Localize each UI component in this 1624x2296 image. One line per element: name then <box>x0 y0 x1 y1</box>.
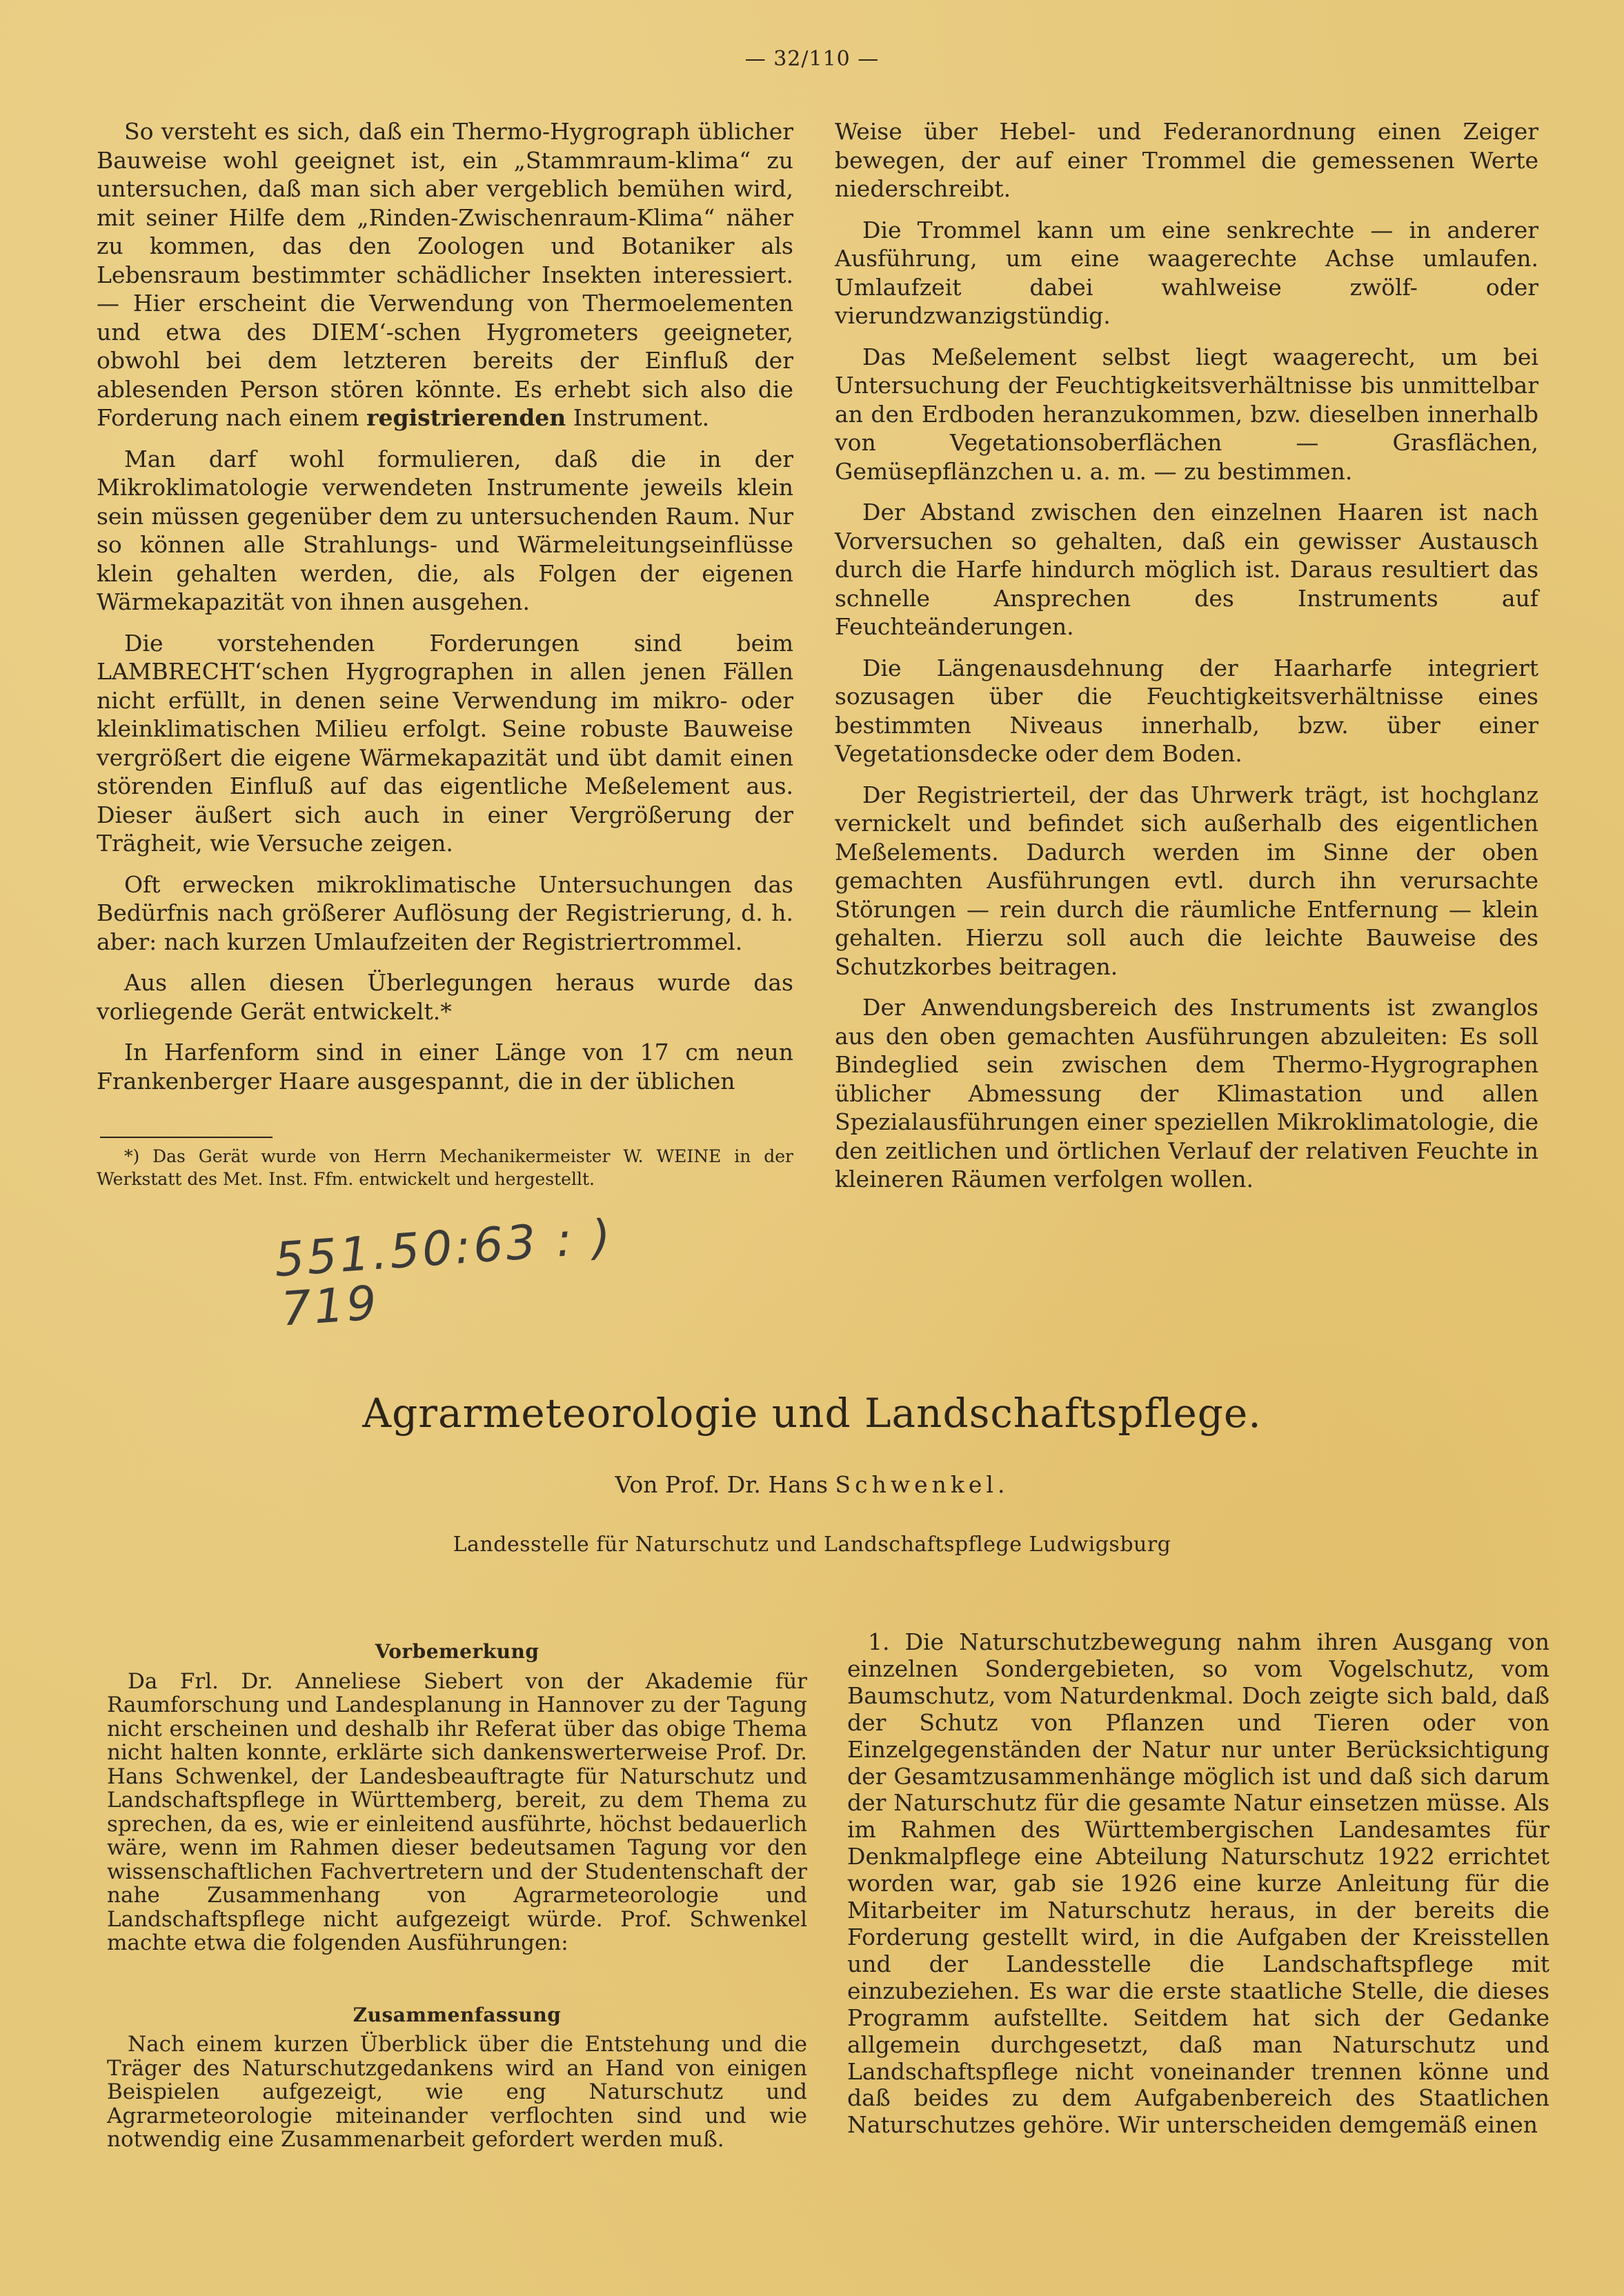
bold-term: registrierenden <box>366 404 566 431</box>
byline-prefix: Von Prof. Dr. Hans <box>615 1471 829 1498</box>
bottom-right-column <box>847 1629 1549 2139</box>
paragraph: Das Meßelement selbst liegt waagerecht, um bei Untersuchung der Feuchtigkeitsverhältnisse bis unmittelbar an den Erdboden heranzukommen, bzw. dieselben innerhalb von Vegetationsoberflächen — Grasflächen, Gemüsepflänzchen u. a. m. — zu bestimmen. <box>835 343 1538 485</box>
article-byline <box>0 1471 1624 1498</box>
paragraph: 1. Die Naturschutzbewegung nahm ihren Ausgang von einzelnen Sondergebieten, so vom Vogelschutz, vom Baumschutz, vom Naturdenkmal. Doch zeigte sich bald, daß der Schutz von Pflanzen und Tieren oder von Einzelgegenständen der Natur nur unter Berücksichtigung der Gesamtzusammenhänge möglich ist und daß sich darum der Naturschutz für die gesamte Natur einsetzen müsse. Als im Rahmen des Württembergischen Landesamtes für Denkmalpflege eine Abteilung Naturschutz 1922 errichtet worden war, gab sie 1926 eine kurze Anleitung für die Mitarbeiter im Naturschutz heraus, in der bereits die Forderung gestellt wird, in die Aufgaben der Kreisstellen und der Landesstelle die Landschaftspflege mit einzubeziehen. Es war die erste staatliche Stelle, die dieses Programm aufstellte. Seitdem hat sich der Gedanke allgemein durchgesetzt, daß man Naturschutz und Landschaftspflege nicht voneinander trennen könne und daß beides zu dem Aufgabenbereich des Staatlichen Naturschutzes gehöre. Wir unterscheiden demgemäß einen <box>847 1628 1549 2139</box>
handwritten-line: 551.50:63 : ) <box>273 1210 615 1288</box>
bottom-left-column <box>107 1640 807 2159</box>
paragraph <box>97 117 793 432</box>
top-left-column <box>97 117 793 1108</box>
section-heading: Zusammenfassung <box>353 2003 562 2026</box>
section-heading: Vorbemerkung <box>375 1640 539 1663</box>
paragraph: Da Frl. Dr. Anneliese Siebert von der Akademie für Raumforschung und Landesplanung in Hannover zu der Tagung nicht erscheinen und deshalb ihr Referat über das obige Thema nicht halten konnte, erklärte sich dankenswerterweise Prof. Dr. Hans Schwenkel, der Landesbeauftragte für Naturschutz und Landschaftspflege in Württemberg, bereit, zu dem Thema zu sprechen, da es, wie er einleitend ausführte, höchst bedauerlich wäre, wenn im Rahmen dieser bedeutsamen Tagung vor den wissenschaftlichen Fachvertretern und der Studentenschaft der nahe Zusammenhang von Agrarmeteorologie und Landschaftspflege nicht aufgezeigt würde. Prof. Schwenkel machte etwa die folgenden Ausführungen: <box>107 1668 807 1955</box>
author-name: Schwenkel. <box>835 1471 1009 1498</box>
paragraph: Die Längenausdehnung der Haarharfe integriert sozusagen über die Feuchtigkeitsverhältnisse eines bestimmten Niveaus innerhalb, bzw. über einer Vegetationsdecke oder dem Boden. <box>835 654 1538 767</box>
article-title: Agrarmeteorologie und Landschaftspflege. <box>362 1390 1262 1437</box>
top-right-column <box>835 117 1538 1206</box>
paragraph: Der Registrierteil, der das Uhrwerk trägt, ist hochglanz vernickelt und befindet sich außerhalb des eigentlichen Meßelements. Dadurch werden im Sinne der oben gemachten Ausführungen evtl. durch ihn verursachte Störungen — rein durch die räumliche Entfernung — klein gehalten. Hierzu soll auch die leichte Bauweise des Schutzkorbes beitragen. <box>835 781 1538 980</box>
paragraph: Die vorstehenden Forderungen sind beim LAMBRECHT‘schen Hygrographen in allen jenen Fällen nicht erfüllt, in denen seine Verwendung im mikro- oder kleinklimatischen Milieu erfolgt. Seine robuste Bauweise vergrößert die eigene Wärmekapazität und übt damit einen störenden Einfluß auf das eigentliche Meßelement aus. Dieser äußert sich auch in einer Vergrößerung der Trägheit, wie Versuche zeigen. <box>97 629 793 857</box>
paragraph: Oft erwecken mikroklimatische Untersuchungen das Bedürfnis nach größerer Auflösung der Registrierung, d. h. aber: nach kurzen Umlaufzeiten der Registriertrommel. <box>97 870 793 955</box>
paragraph: Der Abstand zwischen den einzelnen Haaren ist nach Vorversuchen so gehalten, daß ein gewisser Austausch durch die Harfe hindurch möglich ist. Daraus resultiert das schnelle Ansprechen des Instruments auf Feuchteänderungen. <box>835 499 1538 640</box>
paragraph: In Harfenform sind in einer Länge von 17 cm neun Frankenberger Haare ausgespannt, die in der üblichen <box>97 1039 793 1095</box>
footnote-divider <box>100 1137 273 1138</box>
page-number: — 32/110 — <box>744 47 880 71</box>
paragraph: Man darf wohl formulieren, daß die in der Mikroklimatologie verwendeten Instrumente jeweils klein sein müssen gegenüber dem zu untersuchenden Raum. Nur so können alle Strahlungs- und Wärmeleitungseinflüsse klein gehalten werden, die, als Folgen der eigenen Wärmekapazität von ihnen ausgehen. <box>97 445 793 615</box>
paragraph: Der Anwendungsbereich des Instruments ist zwanglos aus den oben gemachten Ausführungen abzuleiten: Es soll Bindeglied sein zwischen dem Thermo-Hygrographen üblicher Abmessung der Klimastation und allen Spezialausführungen einer speziellen Mikroklimatologie, die den zeitlichen und örtlichen Verlauf der relativen Feuchte in kleineren Räumen verfolgen wollen. <box>835 994 1538 1192</box>
handwritten-line: 719 <box>279 1275 382 1337</box>
paragraph: Aus allen diesen Überlegungen heraus wurde das vorliegende Gerät entwickelt.* <box>97 969 793 1025</box>
paragraph: Die Trommel kann um eine senkrechte — in anderer Ausführung, um eine waagerechte Achse umlaufen. Umlaufzeit dabei wahlweise zwölf- oder vierundzwanzigstündig. <box>835 216 1538 329</box>
handwritten-classification <box>273 1212 619 1335</box>
footnote: *) Das Gerät wurde von Herrn Mechanikermeister W. WEINE in der Werkstatt des Met. Inst. Ffm. entwickelt und hergestellt. <box>97 1146 793 1189</box>
paragraph-text: So versteht es sich, daß ein Thermo-Hygrograph üblicher Bauweise wohl geeignet ist, ein „Stammraum-klima“ zu untersuchen, daß man sich aber vergeblich bemühen wird, mit seiner Hilfe dem „Rinden-Zwischenraum-Klima“ näher zu kommen, das den Zoologen und Botaniker als Lebensraum bestimmter schädlicher Insekten interessiert. — Hier erscheint die Verwendung von Thermoelementen und etwa des DIEM‘-schen Hygrometers geeigneter, obwohl bei dem letzteren bereits der Einfluß der ablesenden Person stören könnte. Es erhebt sich also die Forderung nach einem <box>97 118 793 431</box>
paragraph: Nach einem kurzen Überblick über die Entstehung und die Träger des Naturschutzgedankens wird an Hand von einigen Beispielen aufgezeigt, wie eng Naturschutz und Agrarmeteorologie miteinander verflochten sind und wie notwendig eine Zusammenarbeit gefordert werden muß. <box>107 2032 807 2152</box>
article-affiliation: Landesstelle für Naturschutz und Landschaftspflege Ludwigsburg <box>453 1533 1171 1557</box>
paragraph-text: Instrument. <box>573 404 710 431</box>
paragraph: Weise über Hebel- und Federanordnung einen Zeiger bewegen, der auf einer Trommel die gemessenen Werte niederschreibt. <box>835 118 1538 202</box>
